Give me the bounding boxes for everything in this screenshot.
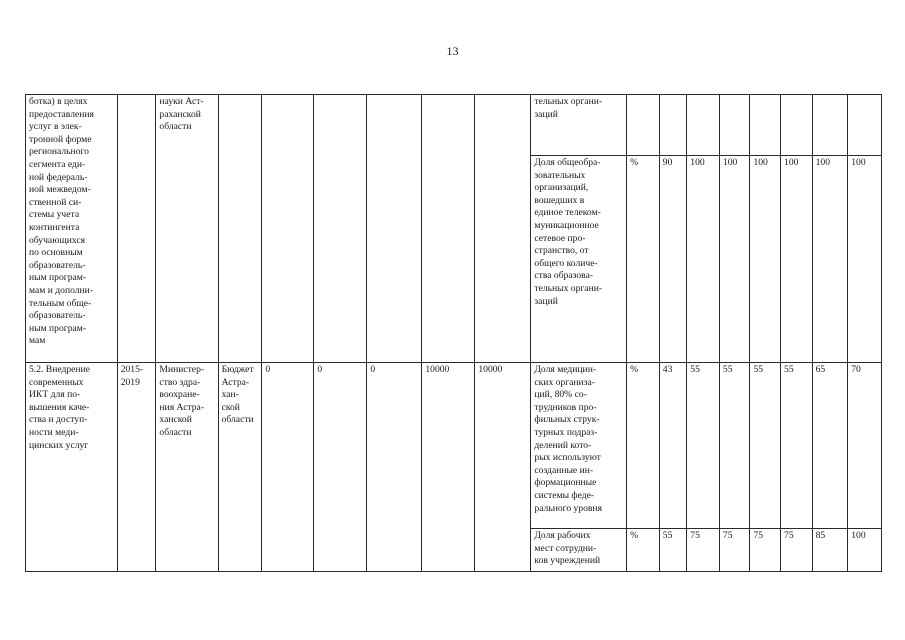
value-cell	[687, 95, 720, 156]
page-number: 13	[446, 44, 459, 58]
funding-cell	[422, 95, 475, 363]
value-cell	[719, 95, 750, 156]
indicator-cell: Доля медицин- ских организа- ций, 80% со- трудников про- фильных струк- турных подраз- делений кото- рых используют созданные ин- формационные системы феде- рального уровня	[531, 363, 627, 529]
value-cell: 65	[812, 363, 848, 529]
value-cell: 100	[812, 156, 848, 363]
funding-cell: 0	[314, 363, 367, 572]
funding-cell	[262, 95, 314, 363]
measure-cell: ботка) в целях предоставления услуг в элек- тронной форме регионального сегмента еди- ной федераль- ной межведом- ственной си- стемы учета контингента обучающихся по основным образователь- ным програм- мам и дополни- тельным обще- образователь- ным програм- мам	[26, 95, 118, 363]
value-cell: 100	[848, 529, 882, 572]
value-cell: 55	[719, 363, 750, 529]
funding-cell: 10000	[422, 363, 475, 572]
value-cell: 70	[848, 363, 882, 529]
measure-cell: 5.2. Внедрение современных ИКТ для по- вышения каче- ства и доступ- ности меди- цинских услуг	[26, 363, 118, 572]
unit-cell	[627, 95, 660, 156]
funding-cell	[475, 95, 531, 363]
table-row	[26, 95, 882, 156]
unit-cell: %	[627, 156, 660, 363]
value-cell: 75	[750, 529, 781, 572]
value-cell: 100	[750, 156, 781, 363]
value-cell: 100	[848, 156, 882, 363]
value-cell: 43	[659, 363, 687, 529]
value-cell: 85	[812, 529, 848, 572]
value-cell: 75	[781, 529, 813, 572]
executor-cell: Министер- ство здра- воохране- ния Астра- ханской области	[156, 363, 218, 572]
source-cell: Бюджет Астра- хан- ской области	[218, 363, 262, 572]
indicator-cell: Доля общеобра- зовательных организаций, вошедших в единое телеком- муникационное сетевое про- странство, от общего количе- ства образова- тельных органи- заций	[531, 156, 627, 363]
executor-cell: науки Аст- раханской области	[156, 95, 218, 363]
unit-cell: %	[627, 363, 660, 529]
value-cell: 90	[659, 156, 687, 363]
value-cell	[812, 95, 848, 156]
funding-cell: 0	[262, 363, 314, 572]
funding-cell	[314, 95, 367, 363]
value-cell	[750, 95, 781, 156]
value-cell	[848, 95, 882, 156]
value-cell	[659, 95, 687, 156]
period-cell: 2015- 2019	[117, 363, 156, 572]
indicator-cell: Доля рабочих мест сотрудни- ков учреждений	[531, 529, 627, 572]
value-cell: 100	[781, 156, 813, 363]
value-cell: 75	[687, 529, 720, 572]
table-row	[26, 363, 882, 529]
source-cell	[218, 95, 262, 363]
unit-cell: %	[627, 529, 660, 572]
value-cell: 100	[719, 156, 750, 363]
indicator-cell: тельных органи- заций	[531, 95, 627, 156]
value-cell: 55	[687, 363, 720, 529]
funding-cell	[367, 95, 422, 363]
funding-cell: 10000	[475, 363, 531, 572]
value-cell: 55	[750, 363, 781, 529]
value-cell: 75	[719, 529, 750, 572]
program-table	[25, 94, 882, 572]
period-cell	[117, 95, 156, 363]
value-cell: 100	[687, 156, 720, 363]
value-cell: 55	[659, 529, 687, 572]
value-cell	[781, 95, 813, 156]
value-cell: 55	[781, 363, 813, 529]
funding-cell: 0	[367, 363, 422, 572]
